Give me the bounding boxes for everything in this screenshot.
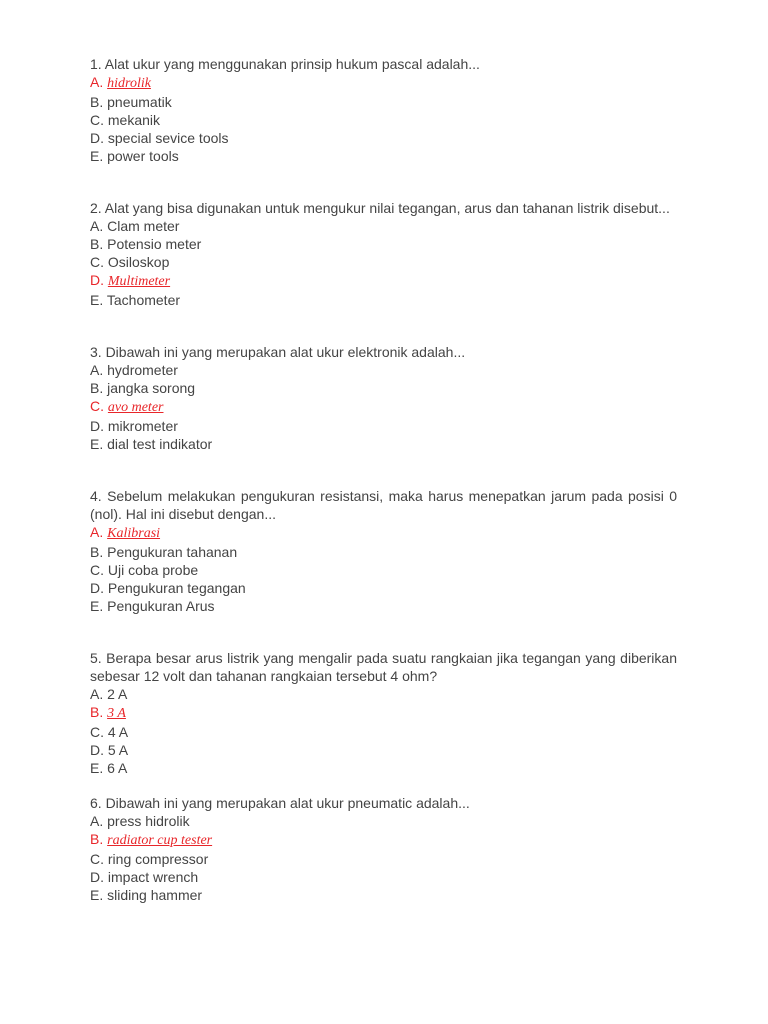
- option-a: [90, 685, 677, 703]
- option-c: [90, 723, 677, 741]
- correct-answer-text: 3 A: [107, 706, 126, 721]
- option-letter: A.: [90, 362, 108, 378]
- option-letter: A.: [90, 218, 108, 234]
- question-text: 5. Berapa besar arus listrik yang mengalir pada suatu rangkaian jika tegangan yang diberikan sebesar 12 volt dan tahanan rangkaian tersebut 4 ohm?: [90, 650, 677, 684]
- option-a: [90, 812, 677, 830]
- option-e: [90, 435, 677, 453]
- option-text: Pengukuran tahanan: [107, 544, 238, 560]
- document-page: [90, 55, 677, 904]
- option-letter: C.: [90, 254, 108, 270]
- option-letter: A.: [90, 74, 108, 90]
- option-text: jangka sorong: [107, 380, 196, 396]
- option-text: ring compressor: [107, 851, 209, 867]
- option-a: [90, 73, 677, 93]
- option-e: [90, 147, 677, 165]
- option-c: [90, 561, 677, 579]
- option-e: [90, 759, 677, 777]
- option-letter: A.: [90, 686, 108, 702]
- option-text: Tachometer: [106, 292, 181, 308]
- option-b: [90, 93, 677, 111]
- option-text: press hidrolik: [107, 813, 190, 829]
- option-b: [90, 703, 677, 723]
- question-4: [90, 487, 677, 615]
- spacer: [90, 615, 677, 649]
- option-letter: D.: [90, 742, 108, 758]
- option-d: [90, 129, 677, 147]
- option-letter: E.: [90, 760, 108, 776]
- spacer: [90, 777, 677, 794]
- option-d: [90, 868, 677, 886]
- option-e: [90, 886, 677, 904]
- question-text: 3. Dibawah ini yang merupakan alat ukur elektronik adalah...: [90, 344, 466, 360]
- option-text: Clam meter: [107, 218, 180, 234]
- option-letter: E.: [90, 887, 108, 903]
- option-a: [90, 217, 677, 235]
- option-a: [90, 523, 677, 543]
- option-text: 6 A: [107, 760, 128, 776]
- option-letter: C.: [90, 851, 108, 867]
- option-letter: E.: [90, 436, 108, 452]
- option-text: special sevice tools: [107, 130, 229, 146]
- spacer: [90, 309, 677, 343]
- question-5: [90, 649, 677, 777]
- option-c: [90, 397, 677, 417]
- option-text: Pengukuran tegangan: [107, 580, 246, 596]
- option-letter: C.: [90, 398, 108, 414]
- option-letter: D.: [90, 869, 108, 885]
- option-letter: C.: [90, 562, 108, 578]
- option-text: Pengukuran Arus: [107, 598, 215, 614]
- question-text: 6. Dibawah ini yang merupakan alat ukur pneumatic adalah...: [90, 795, 470, 811]
- option-text: pneumatik: [107, 94, 172, 110]
- option-text: sliding hammer: [107, 887, 203, 903]
- option-text: mikrometer: [107, 418, 178, 434]
- option-e: [90, 597, 677, 615]
- option-text: Osiloskop: [107, 254, 170, 270]
- option-letter: B.: [90, 544, 108, 560]
- option-text: Potensio meter: [107, 236, 202, 252]
- option-letter: E.: [90, 148, 108, 164]
- option-letter: D.: [90, 130, 108, 146]
- option-d: [90, 271, 677, 291]
- option-e: [90, 291, 677, 309]
- option-b: [90, 830, 677, 850]
- option-letter: D.: [90, 580, 108, 596]
- spacer: [90, 165, 677, 199]
- correct-answer-text: radiator cup tester: [107, 833, 213, 848]
- option-c: [90, 111, 677, 129]
- question-6: [90, 794, 677, 904]
- option-a: [90, 361, 677, 379]
- correct-answer-text: Kalibrasi: [107, 526, 161, 541]
- option-letter: B.: [90, 236, 108, 252]
- option-letter: B.: [90, 94, 108, 110]
- option-text: 4 A: [107, 724, 129, 740]
- option-b: [90, 543, 677, 561]
- question-3: [90, 343, 677, 453]
- question-text: 2. Alat yang bisa digunakan untuk mengukur nilai tegangan, arus dan tahanan listrik disebut...: [90, 200, 670, 216]
- option-text: dial test indikator: [107, 436, 213, 452]
- option-d: [90, 417, 677, 435]
- option-text: 2 A: [107, 686, 128, 702]
- option-d: [90, 741, 677, 759]
- option-b: [90, 235, 677, 253]
- option-letter: A.: [90, 524, 108, 540]
- option-text: 5 A: [107, 742, 129, 758]
- correct-answer-text: Multimeter: [107, 274, 171, 289]
- option-text: Uji coba probe: [107, 562, 199, 578]
- option-b: [90, 379, 677, 397]
- option-letter: E.: [90, 292, 107, 308]
- option-c: [90, 850, 677, 868]
- option-letter: B.: [90, 704, 108, 720]
- option-letter: E.: [90, 598, 108, 614]
- option-text: hydrometer: [107, 362, 178, 378]
- option-letter: B.: [90, 380, 108, 396]
- option-text: mekanik: [107, 112, 161, 128]
- option-letter: C.: [90, 112, 108, 128]
- option-text: power tools: [107, 148, 179, 164]
- question-1: [90, 55, 677, 165]
- option-letter: C.: [90, 724, 108, 740]
- option-d: [90, 579, 677, 597]
- question-text: 4. Sebelum melakukan pengukuran resistansi, maka harus menepatkan jarum pada posisi 0 (nol). Hal ini disebut dengan...: [90, 488, 677, 522]
- correct-answer-text: hidrolik: [107, 76, 151, 91]
- option-text: impact wrench: [107, 869, 199, 885]
- option-letter: B.: [90, 831, 108, 847]
- option-letter: D.: [90, 418, 108, 434]
- question-2: [90, 199, 677, 309]
- spacer: [90, 453, 677, 487]
- question-text: 1. Alat ukur yang menggunakan prinsip hukum pascal adalah...: [90, 56, 480, 72]
- correct-answer-text: avo meter: [107, 400, 164, 415]
- option-letter: D.: [90, 272, 108, 288]
- option-letter: A.: [90, 813, 108, 829]
- option-c: [90, 253, 677, 271]
